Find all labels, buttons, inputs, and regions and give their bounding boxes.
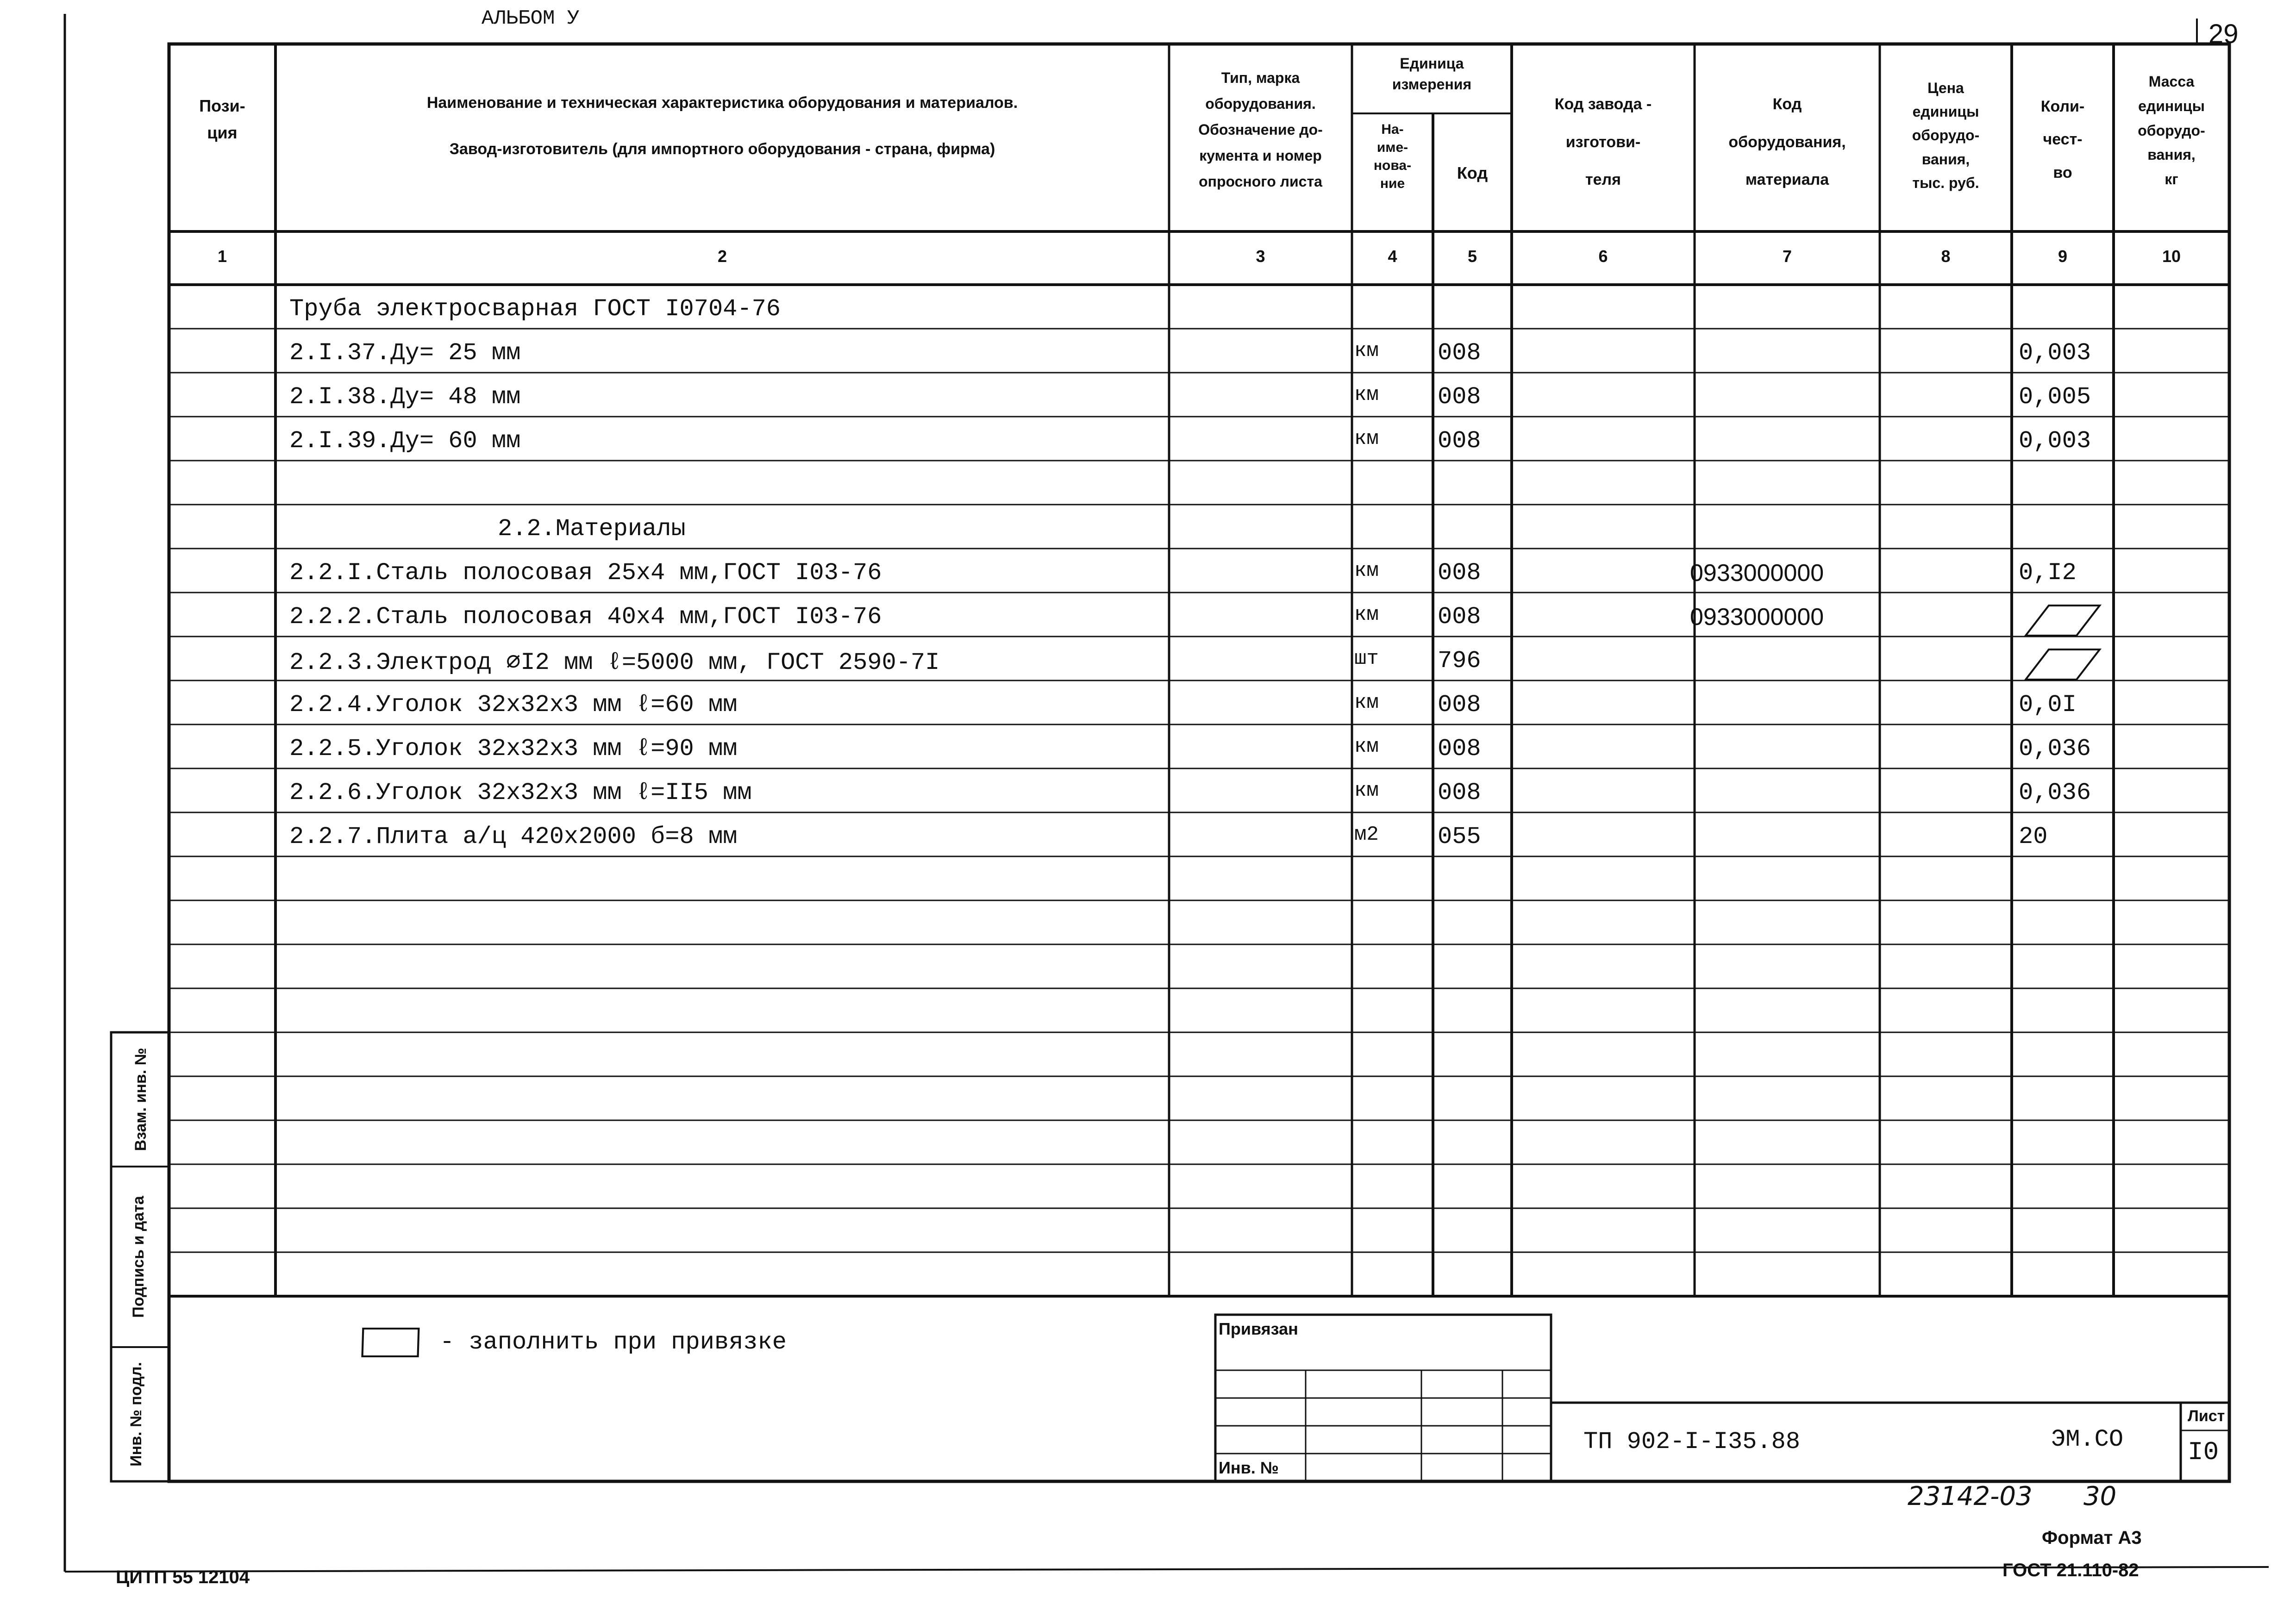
header-col9: Коли- чест- во bbox=[2040, 98, 2085, 181]
column-number-7: 7 bbox=[1782, 247, 1792, 266]
header-col1: Пози- ция bbox=[199, 96, 245, 142]
page-number: 29 bbox=[2208, 19, 2239, 49]
legend-text: - заполнить при привязке bbox=[440, 1329, 787, 1356]
row-unit: шт bbox=[1354, 647, 1379, 670]
row-name: Труба электросварная ГОСТ I0704-76 bbox=[289, 295, 781, 323]
header-col10: Масса единицы оборудо- вания, кг bbox=[2138, 73, 2205, 188]
column-number-6: 6 bbox=[1598, 247, 1608, 266]
row-name: 2.I.37.Ду= 25 мм bbox=[289, 339, 521, 367]
row-name: 2.2.5.Уголок 32х32х3 мм ℓ=90 мм bbox=[289, 735, 738, 762]
column-number-10: 10 bbox=[2162, 247, 2181, 266]
row-quantity: 0,036 bbox=[2019, 735, 2091, 762]
stamp-doc-code: ТП 902-I-I35.88 bbox=[1583, 1428, 1801, 1455]
printer-code: ЦИТП 55 12104 bbox=[116, 1567, 250, 1587]
header-col6: Код завода - изготови- теля bbox=[1554, 95, 1652, 189]
row-unit-code: 008 bbox=[1438, 603, 1481, 630]
parallelogram-legend-icon bbox=[343, 1324, 426, 1361]
row-name: 2.2.4.Уголок 32х32х3 мм ℓ=60 мм bbox=[289, 691, 738, 718]
row-name: 2.2.3.Электрод ∅I2 мм ℓ=5000 мм, ГОСТ 2590-7I bbox=[289, 649, 940, 676]
fill-on-binding-icon bbox=[2026, 606, 2100, 636]
header-col7: Код оборудования, материала bbox=[1728, 95, 1846, 189]
row-unit: км bbox=[1354, 735, 1379, 758]
row-quantity: 0,I2 bbox=[2019, 559, 2077, 587]
column-number-5: 5 bbox=[1467, 247, 1477, 266]
side-label-replaced-inv: Взам. инв. № bbox=[132, 1048, 150, 1151]
row-quantity: 0,0I bbox=[2019, 691, 2077, 718]
column-number-4: 4 bbox=[1388, 247, 1397, 266]
row-unit-code: 008 bbox=[1438, 339, 1481, 367]
row-name: 2.2.2.Сталь полосовая 40х4 мм,ГОСТ I03-76 bbox=[289, 603, 882, 630]
stamp-inv-label: Инв. № bbox=[1219, 1458, 1279, 1477]
side-label-signature-date: Подпись и дата bbox=[130, 1196, 147, 1318]
row-name: 2.2.Материалы bbox=[498, 515, 686, 543]
stamp-sheet-number: I0 bbox=[2188, 1437, 2219, 1467]
row-unit-code: 008 bbox=[1438, 735, 1481, 762]
row-unit: км bbox=[1354, 691, 1379, 714]
row-unit: км bbox=[1354, 779, 1379, 802]
column-number-1: 1 bbox=[217, 247, 227, 266]
header-units-group: Единица измерения bbox=[1392, 55, 1472, 93]
row-quantity: 0,005 bbox=[2019, 383, 2091, 411]
row-name: 2.2.I.Сталь полосовая 25х4 мм,ГОСТ I03-76 bbox=[289, 559, 882, 587]
header-col8: Цена единицы оборудо- вания, тыс. руб. bbox=[1912, 80, 1980, 191]
row-unit-code: 008 bbox=[1438, 559, 1481, 587]
fill-on-binding-icon bbox=[2026, 649, 2100, 680]
header-col5: Код bbox=[1457, 163, 1488, 182]
gost-label: ГОСТ 21.110-82 bbox=[2002, 1560, 2139, 1580]
column-number-8: 8 bbox=[1941, 247, 1951, 266]
row-quantity: 0,036 bbox=[2019, 779, 2091, 806]
row-unit-code: 055 bbox=[1438, 823, 1481, 850]
row-unit: км bbox=[1354, 427, 1379, 450]
column-number-2: 2 bbox=[717, 247, 727, 266]
handwritten-number: 23142-03 bbox=[1908, 1481, 2033, 1511]
row-quantity: 20 bbox=[2019, 823, 2048, 850]
row-unit: км bbox=[1354, 339, 1379, 362]
row-unit-code: 008 bbox=[1438, 383, 1481, 411]
column-number-3: 3 bbox=[1256, 247, 1265, 266]
stamp-doc-mark: ЭМ.СО bbox=[2051, 1426, 2124, 1453]
row-unit: м2 bbox=[1354, 823, 1379, 846]
format-label: Формат А3 bbox=[2042, 1528, 2142, 1548]
row-unit-code: 796 bbox=[1438, 647, 1481, 674]
row-unit-code: 008 bbox=[1438, 691, 1481, 718]
column-number-9: 9 bbox=[2058, 247, 2068, 266]
row-name: 2.2.6.Уголок 32х32х3 мм ℓ=II5 мм bbox=[289, 779, 752, 806]
row-quantity: 0,003 bbox=[2019, 339, 2091, 367]
row-quantity: 0,003 bbox=[2019, 427, 2091, 455]
header-col2-line1: Наименование и техническая характеристика оборудования и материалов. bbox=[426, 94, 1018, 112]
row-name: 2.I.39.Ду= 60 мм bbox=[289, 427, 521, 455]
row-material-code: 0933000000 bbox=[1690, 560, 1824, 587]
handwritten-page: 30 bbox=[2083, 1481, 2117, 1511]
stamp-bound-label: Привязан bbox=[1219, 1319, 1298, 1338]
row-material-code: 0933000000 bbox=[1690, 604, 1824, 630]
header-col2-line2: Завод-изготовитель (для импортного оборудования - страна, фирма) bbox=[449, 140, 995, 158]
side-label-original-inv: Инв. № подл. bbox=[127, 1362, 145, 1467]
album-label: АЛЬБОМ У bbox=[482, 7, 580, 30]
row-unit: км bbox=[1354, 383, 1379, 406]
row-name: 2.I.38.Ду= 48 мм bbox=[289, 383, 521, 411]
stamp-sheet-label: Лист bbox=[2188, 1407, 2225, 1425]
row-unit-code: 008 bbox=[1438, 779, 1481, 806]
row-unit-code: 008 bbox=[1438, 427, 1481, 455]
header-col4: На- име- нова- ние bbox=[1373, 122, 1412, 191]
row-unit: км bbox=[1354, 603, 1379, 626]
header-col3: Тип, марка оборудования. Обозначение до- кумента и номер опросного листа bbox=[1198, 69, 1323, 190]
row-name: 2.2.7.Плита а/ц 420х2000 б=8 мм bbox=[289, 823, 738, 850]
row-unit: км bbox=[1354, 559, 1379, 582]
